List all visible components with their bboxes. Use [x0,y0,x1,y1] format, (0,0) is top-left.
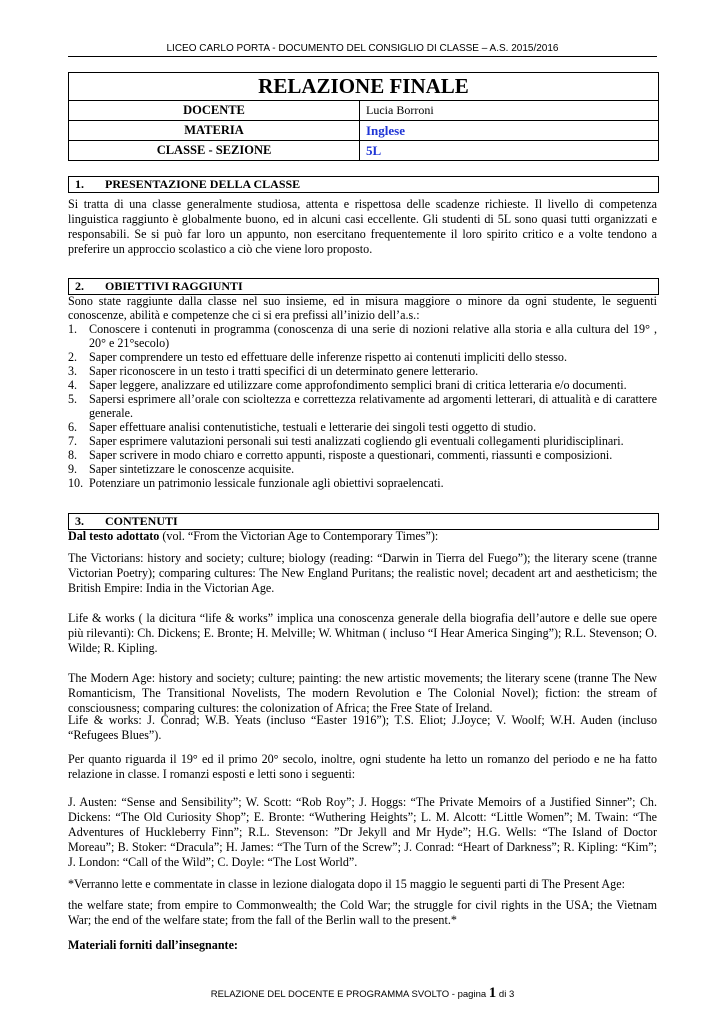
info-table [68,72,659,161]
materials-heading: Materiali forniti dall’insegnante: [68,938,238,952]
contents-intro-rest: (vol. “From the Victorian Age to Contemporary Times”): [159,529,439,543]
info-value: Lucia Borroni [360,101,659,121]
paragraph-life-works-2: Life & works: J. Conrad; W.B. Yeats (incluso “Easter 1916”); T.S. Eliot; J.Joyce; V. Woolf; W.H. Auden (incluso “Refugees Blues”). [68,713,657,742]
document-title: RELAZIONE FINALE [69,73,659,101]
section-number: 2. [75,279,84,293]
section-heading-1 [68,176,659,193]
paragraph-present-age-topics: the welfare state; from empire to Commonwealth; the Cold War; the struggle for civil rights in the USA; the Vietnam War; the end of the welfare state; from the fall of the Berlin wall to the present.* [68,898,657,927]
paragraph-victorians: The Victorians: history and society; culture; biology (reading: “Darwin in Tierra del Fuego”); the literary scene (tranne Victorian Poetry); comparing cultures: The New England Puritans; the realistic novel; decadent art and aestheticism; the British Empire: India in the Victorian Age. [68,551,657,595]
section-title: OBIETTIVI RAGGIUNTI [105,279,243,293]
paragraph-novels-list: J. Austen: “Sense and Sensibility”; W. Scott: “Rob Roy”; J. Hoggs: “The Private Memoirs of a Justified Sinner”; Ch. Dickens: “The Old Curiosity Shop”; E. Bronte: “Wuthering Heights”; L. M. Alcott: “Little Women”; M. Twain: “The Adventures of Huckleberry Finn”; R.L. Stevenson: ”Dr Jekyll and Mr Hyde”; H.G. Wells: “The Island of Doctor Moreau”; B. Stoker: “Dracula”; H. James: “The Turn of the Screw”; J. Conrad: “Heart of Darkness”; R. Kipling: “Kim”; J. London: “Call of the Wild”; C. Doyle: “The Lost World”. [68,795,657,869]
info-value: 5L [360,141,659,161]
info-value: Inglese [360,121,659,141]
footer-total: di 3 [496,989,515,1000]
section-number: 1. [75,177,84,191]
page-number: 1 [488,985,497,1001]
list-item: 5. Sapersi esprimere all’orale con scioltezza e correttezza relativamente ad argomenti letterari, di attualità e di carattere generale. [68,392,657,420]
list-item: 10. Potenziare un patrimonio lessicale funzionale agli obiettivi sopraelencati. [68,476,444,490]
info-label: MATERIA [69,121,360,141]
section-number: 3. [75,514,84,528]
paragraph-life-works-1: Life & works ( la dicitura “life & works” implica una conoscenza generale della biografia dell’autore e delle sue opere più rilevanti): Ch. Dickens; E. Bronte; H. Melville; W. Whitman ( incluso “I Hear America Singing”); R.L. Stevenson; O. Wilde; R. Kipling. [68,611,657,655]
paragraph-modern-age: The Modern Age: history and society; culture; painting: the new artistic movements; the literary scene (tranne The New Romanticism, The Transitional Novelists, The modern Revolution e The Colonial Novel); fiction: the stream of consciousness; comparing cultures: the colonization of Africa; the Free State of Ireland. [68,671,657,715]
list-item: 6. Saper effettuare analisi contenutistiche, testuali e letterarie dei singoli testi oggetto di studio. [68,420,537,434]
list-item: 1. Conoscere i contenuti in programma (conoscenza di una serie di nozioni relative alla storia e alla cultura del 19° , 20° e 21°secolo) [68,322,657,350]
list-item: 9. Saper sintetizzare le conoscenze acquisite. [68,462,295,476]
section-2-intro: Sono state raggiunte dalla classe nel suo insieme, ed in misura maggiore o minore da ogni studente, le seguenti conoscenze, abilità e competenze che ci si era prefissi all’inizio dell’a.s.: [68,294,657,322]
info-row-docente [69,101,659,121]
paragraph-novels-intro: Per quanto riguarda il 19° ed il primo 20° secolo, inoltre, ogni studente ha letto un romanzo del periodo e ne ha fatto relazione in classe. I romanzi esposti e letti sono i seguenti: [68,752,657,781]
list-item: 2. Saper comprendere un testo ed effettuare delle inferenze rispetto ai contenuti impliciti dello stesso. [68,350,567,364]
section-title: CONTENUTI [105,514,178,528]
contents-intro-bold: Dal testo adottato [68,529,160,543]
section-1-text: Si tratta di una classe generalmente studiosa, attenta e rispettosa delle scadenze richieste. Il livello di competenza linguistica raggiunto è globalmente buono, ed in alcuni casi eccellente. Gli studenti di 5L sono quasi tutti organizzati e responsabili. Se si può far loro un appunto, non esercitano frequentemente il loro spirito critico e a volte tendono a preferire un approccio scolastico a ciò che viene loro proposto. [68,197,657,256]
section-heading-2 [68,278,659,295]
contents-intro [68,529,657,544]
list-item: 3. Saper riconoscere in un testo i tratti specifici di un determinato genere letterario. [68,364,479,378]
info-row-classe [69,141,659,161]
info-label: CLASSE - SEZIONE [69,141,360,161]
section-title: PRESENTAZIONE DELLA CLASSE [105,177,301,191]
page-footer [68,985,657,1002]
list-item: 7. Saper esprimere valutazioni personali sui testi analizzati cogliendo gli eventuali collegamenti pluridisciplinari. [68,434,624,448]
section-heading-3 [68,513,659,530]
info-row-materia [69,121,659,141]
info-label: DOCENTE [69,101,360,121]
objectives-list [68,322,657,490]
page-header: LICEO CARLO PORTA - DOCUMENTO DEL CONSIGLIO DI CLASSE – A.S. 2015/2016 [68,43,657,57]
paragraph-present-age-note: *Verranno lette e commentate in classe in lezione dialogata dopo il 15 maggio le seguenti parti di The Present Age: [68,877,625,891]
list-item: 4. Saper leggere, analizzare ed utilizzare come approfondimento semplici brani di critica letteraria e/o documenti. [68,378,627,392]
list-item: 8. Saper scrivere in modo chiaro e corretto appunti, risposte a questionari, commenti, riassunti e composizioni. [68,448,613,462]
footer-text: RELAZIONE DEL DOCENTE E PROGRAMMA SVOLTO - pagina [210,989,489,1000]
